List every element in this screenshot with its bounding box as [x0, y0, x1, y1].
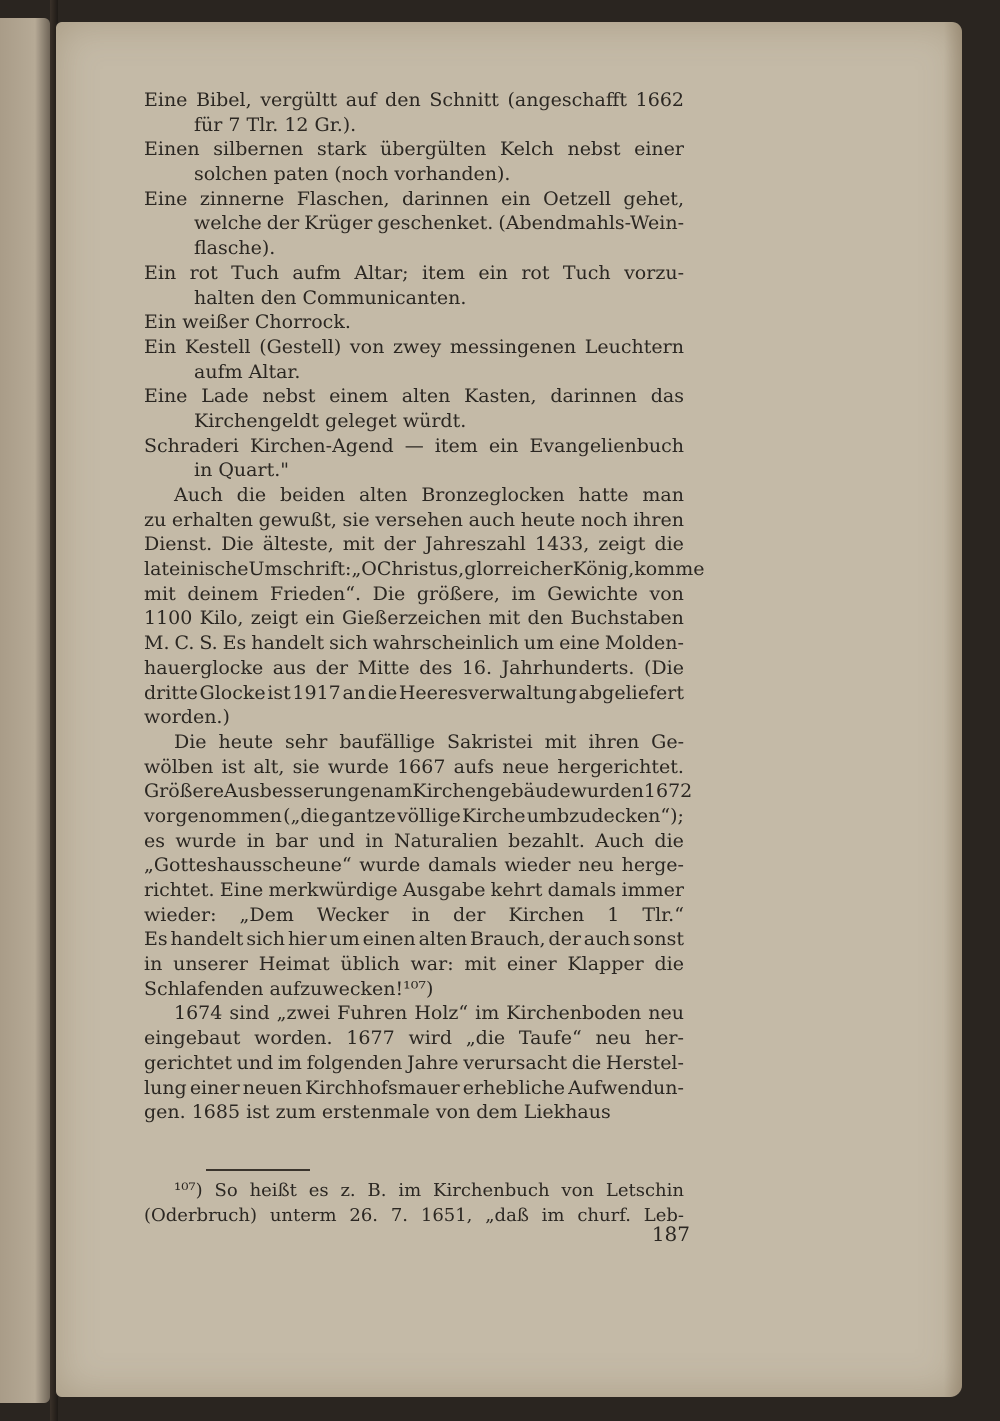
paragraph-line: 1674 sind „zwei Fuhren Holz“ im Kirchenboden neu	[174, 1002, 684, 1025]
footnote	[144, 1178, 684, 1228]
page-edge-shade	[944, 22, 962, 1397]
facing-page-edge	[0, 18, 50, 1403]
list-item-line: halten den Communicanten.	[194, 286, 467, 309]
footnote-divider	[206, 1169, 310, 1171]
paragraph-line: Größere Ausbesserungen am Kirchengebäude wurden 1672	[144, 780, 693, 803]
paragraph-line: mit deinem Frieden“. Die größere, im Gewichte von	[144, 582, 684, 605]
paragraph-line: worden.)	[144, 706, 230, 729]
paragraph-line: wölben ist alt, sie wurde 1667 aufs neue hergerichtet.	[144, 755, 684, 778]
paragraph-line: 1100 Kilo, zeigt ein Gießerzeichen mit den Buchstaben	[144, 607, 684, 630]
paragraph-line: es wurde in bar und in Naturalien bezahlt. Auch die	[144, 829, 684, 852]
page-number: 187	[651, 1222, 690, 1246]
paragraph-line: Die heute sehr baufällige Sakristei mit ihren Ge-	[174, 730, 684, 753]
paragraph-line: M. C. S. Es handelt sich wahrscheinlich um eine Molden-	[144, 632, 684, 655]
footnote-line: ¹⁰⁷) So heißt es z. B. im Kirchenbuch von Letschin	[174, 1180, 684, 1201]
paragraph-line: Dienst. Die älteste, mit der Jahreszahl 1433, zeigt die	[144, 533, 684, 556]
paragraph-line: lateinische Umschrift: „O Christus, glorreicher König, komme	[144, 558, 705, 581]
paragraph-line: eingebaut worden. 1677 wird „die Taufe“ neu her-	[144, 1027, 684, 1050]
paragraph-line: vorgenommen („die gantze völlige Kirche umbzudecken“);	[144, 804, 684, 827]
paragraph-line: lung einer neuen Kirchhofsmauer erhebliche Aufwendun-	[144, 1076, 684, 1099]
list-item-line: welche der Krüger geschenket. (Abendmahls-Wein-	[194, 212, 684, 235]
list-item-line: Ein weißer Chorrock.	[144, 311, 351, 334]
list-item-line: flasche).	[194, 237, 276, 260]
paragraph-line: Es handelt sich hier um einen alten Brauch, der auch sonst	[144, 928, 684, 951]
paragraph-line: richtet. Eine merkwürdige Ausgabe kehrt damals immer	[144, 879, 684, 901]
list-item-line: Schraderi Kirchen-Agend — item ein Evangelienbuch	[144, 434, 684, 457]
list-item-line: solchen paten (noch vorhanden).	[194, 163, 511, 186]
paragraph-line: dritte Glocke ist 1917 an die Heeresverwaltung abgeliefert	[144, 681, 684, 704]
list-item-line: Eine Lade nebst einem alten Kasten, darinnen das	[144, 385, 684, 408]
list-item-line: Kirchengeldt geleget würdt.	[194, 409, 467, 432]
list-item-line: in Quart."	[194, 459, 289, 482]
paragraph-line: wieder: „Dem Wecker in der Kirchen 1 Tlr.“	[144, 903, 684, 926]
list-item-line: Ein Kestell (Gestell) von zwey messingenen Leuchtern	[144, 335, 684, 358]
paragraph-line: zu erhalten gewußt, sie versehen auch heute noch ihren	[144, 508, 684, 531]
list-item-line: Eine zinnerne Flaschen, darinnen ein Oetzell gehet,	[144, 187, 684, 210]
body-text	[144, 88, 705, 1125]
paragraph-line: gerichtet und im folgenden Jahre verursacht die Herstel-	[144, 1051, 684, 1074]
list-item-line: Eine Bibel, vergültt auf den Schnitt (angeschafft 1662	[144, 89, 684, 111]
paragraph-line: hauerglocke aus der Mitte des 16. Jahrhunderts. (Die	[144, 656, 684, 679]
paragraph-line: Schlafenden aufzuwecken!¹⁰⁷)	[144, 977, 434, 1000]
paragraph-line: Auch die beiden alten Bronzeglocken hatte man	[174, 484, 684, 506]
footnote-line: (Oderbruch) unterm 26. 7. 1651, „daß im churf. Leb-	[144, 1205, 684, 1226]
list-item-line: für 7 Tlr. 12 Gr.).	[194, 113, 357, 136]
list-item-line: Einen silbernen stark übergülten Kelch nebst einer	[144, 138, 684, 161]
list-item-line: aufm Altar.	[194, 360, 301, 383]
paragraph-line: in unserer Heimat üblich war: mit einer Klapper die	[144, 953, 684, 976]
paragraph-line: gen. 1685 ist zum erstenmale von dem Liekhaus	[144, 1101, 611, 1124]
list-item-line: Ein rot Tuch aufm Altar; item ein rot Tuch vorzu-	[144, 261, 684, 284]
paragraph-line: „Gotteshausscheune“ wurde damals wieder neu herge-	[144, 854, 684, 877]
